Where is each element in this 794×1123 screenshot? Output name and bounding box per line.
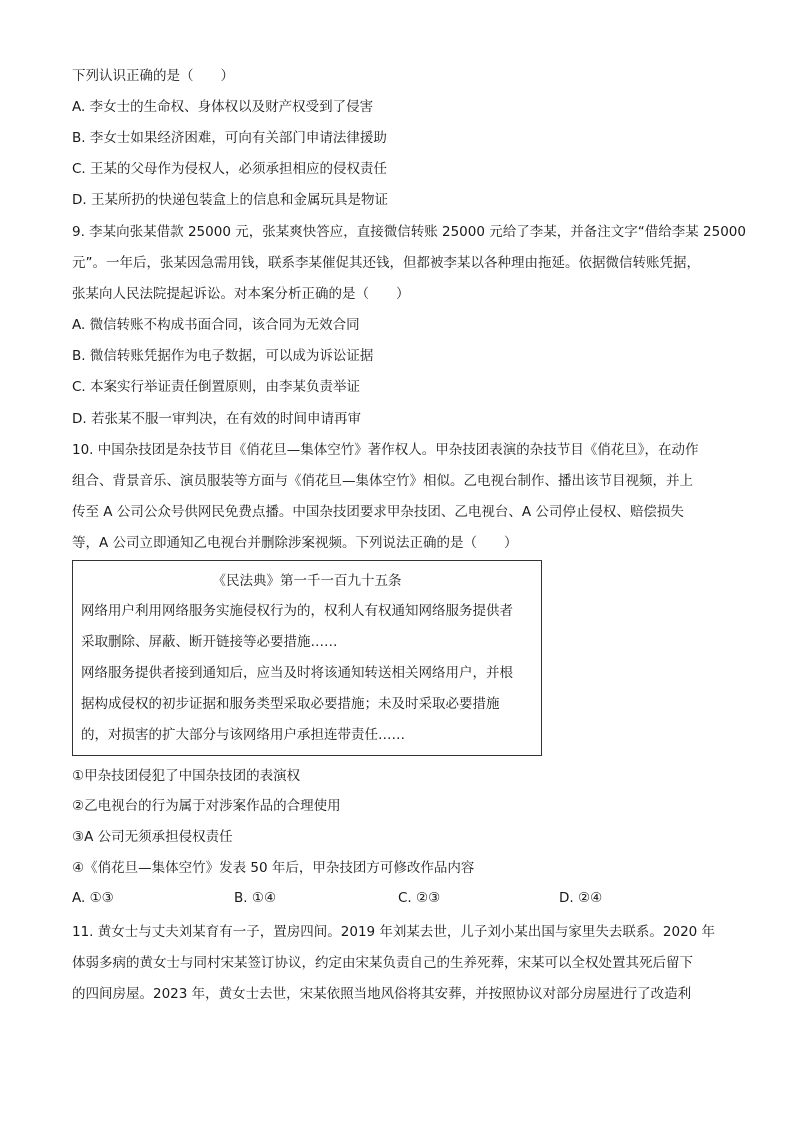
law-box-line: 网络服务提供者接到通知后，应当及时将该通知转送相关网络用户，并根 [81, 665, 513, 681]
q11-stem-line-3: 的四间房屋。2023 年，黄女士去世，宋某依照当地风俗将其安葬，并按照协议对部分房屋进行了改造利 [72, 986, 692, 1002]
q10-choice-a: A. ①③ [72, 890, 114, 906]
q8-option-b: B. 李女士如果经济困难，可向有关部门申请法律援助 [72, 130, 387, 146]
q8-option-d: D. 王某所扔的快递包装盒上的信息和金属玩具是物证 [72, 192, 388, 208]
q9-option-a: A. 微信转账不构成书面合同，该合同为无效合同 [72, 317, 360, 333]
law-box-line: 的，对损害的扩大部分与该网络用户承担连带责任…… [81, 727, 405, 743]
q10-statement-3: ③A 公司无须承担侵权责任 [72, 829, 233, 845]
q10-statement-1: ①甲杂技团侵犯了中国杂技团的表演权 [72, 768, 301, 784]
q9-option-d: D. 若张某不服一审判决，在有效的时间申请再审 [72, 411, 361, 427]
q11-stem-line-1: 11. 黄女士与丈夫刘某育有一子，置房四间。2019 年刘某去世，儿子刘小某出国与家里失去联系。2020 年 [72, 924, 716, 940]
q9-option-c: C. 本案实行举证责任倒置原则，由李某负责举证 [72, 379, 361, 395]
law-box-line: 采取删除、屏蔽、断开链接等必要措施…… [81, 634, 338, 650]
q9-option-b: B. 微信转账凭据作为电子数据，可以成为诉讼证据 [72, 348, 374, 364]
q10-stem-line-3: 传至 A 公司公众号供网民免费点播。中国杂技团要求甲杂技团、乙电视台、A 公司停止侵权、赔偿损失 [72, 504, 684, 520]
q8-stem: 下列认识正确的是（ ） [72, 68, 234, 84]
q11-stem-line-2: 体弱多病的黄女士与同村宋某签订协议，约定由宋某负责自己的生养死葬，宋某可以全权处置其死后留下 [72, 955, 693, 971]
q10-choice-b: B. ①④ [234, 890, 277, 906]
q10-choice-c: C. ②③ [398, 890, 441, 906]
law-box-line: 据构成侵权的初步证据和服务类型采取必要措施；未及时采取必要措施 [81, 696, 500, 712]
q9-stem-line-3: 张某向人民法院提起诉讼。对本案分析正确的是（ ） [72, 286, 410, 302]
q10-statement-2: ②乙电视台的行为属于对涉案作品的合理使用 [72, 798, 341, 814]
law-box-title: 《民法典》第一千一百九十五条 [212, 573, 402, 589]
q10-stem-line-1: 10. 中国杂技团是杂技节目《俏花旦—集体空竹》著作权人。甲杂技团表演的杂技节目《俏花旦》，在动作 [72, 442, 699, 458]
q9-stem-line-2: 元”。一年后，张某因急需用钱，联系李某催促其还钱，但都被李某以各种理由拖延。依据微信转账凭据， [72, 255, 700, 271]
law-box-line: 网络用户利用网络服务实施侵权行为的，权利人有权通知网络服务提供者 [81, 603, 513, 619]
q10-choice-d: D. ②④ [559, 890, 603, 906]
q10-choices [72, 889, 692, 909]
q10-stem-line-4: 等，A 公司立即通知乙电视台并删除涉案视频。下列说法正确的是（ ） [72, 535, 518, 551]
q8-option-c: C. 王某的父母作为侵权人，必须承担相应的侵权责任 [72, 161, 388, 177]
q9-stem-line-1: 9. 李某向张某借款 25000 元，张某爽快答应，直接微信转账 25000 元给了李某，并备注文字“借给李某 25000 [72, 224, 746, 240]
q10-statement-4: ④《俏花旦—集体空竹》发表 50 年后，甲杂技团方可修改作品内容 [72, 860, 475, 876]
q10-stem-line-2: 组合、背景音乐、演员服装等方面与《俏花旦—集体空竹》相似。乙电视台制作、播出该节目视频，并上 [72, 473, 693, 489]
q8-option-a: A. 李女士的生命权、身体权以及财产权受到了侵害 [72, 99, 374, 115]
civil-code-excerpt-box [72, 560, 542, 756]
